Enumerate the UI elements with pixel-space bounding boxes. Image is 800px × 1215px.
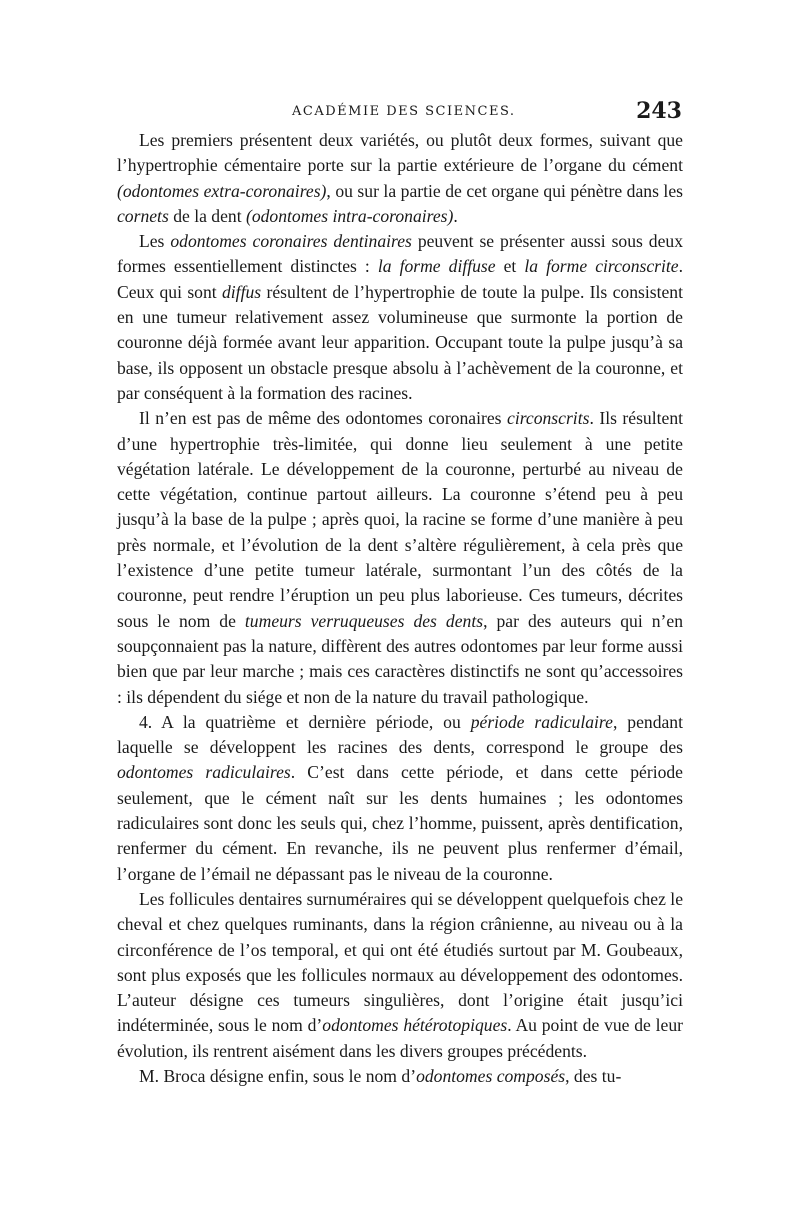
- italic-run: odontomes radiculaires: [117, 762, 291, 783]
- italic-run: odontomes hétérotopiques: [322, 1015, 508, 1036]
- italic-run: circonscrits: [507, 408, 590, 429]
- italic-run: la forme diffuse: [377, 256, 496, 277]
- paragraph: [117, 1064, 683, 1089]
- paragraph: [117, 887, 683, 1064]
- italic-run: tumeurs verruqueuses des dents: [244, 610, 484, 631]
- paragraph: [117, 710, 683, 887]
- italic-run: cornets: [117, 205, 169, 226]
- text-run: , par des auteurs qui n’en soupçonnaient pas la nature, diffèrent des autres odontomes par leur forme aussi bien que par leur marche ; mais ces caractères distinctifs ne sont qu’accessoires : ils dépendent du siége et non de la nature du travail pathologique.: [117, 610, 683, 707]
- italic-run: la forme circonscrite: [524, 256, 679, 277]
- text-run: de la dent: [168, 205, 246, 226]
- paragraph: [117, 229, 683, 406]
- paragraph: [117, 128, 683, 229]
- text-run: . Au point de vue de leur évolution, ils rentrent aisément dans les divers groupes précédents.: [117, 1015, 683, 1061]
- text-run: , des tu-: [565, 1065, 622, 1086]
- text-run: Les premiers présentent deux variétés, ou plutôt deux formes, suivant que l’hypertrophie cémentaire porte sur la partie extérieure de l’organe du cément: [117, 130, 683, 176]
- body-text: [117, 128, 683, 1089]
- text-run: 4. A la quatrième et dernière période, ou: [139, 711, 471, 732]
- italic-run: période radiculaire: [470, 711, 613, 732]
- text-run: et: [495, 256, 525, 277]
- italic-run: odontomes coronaires dentinaires: [170, 231, 412, 252]
- text-run: Les follicules dentaires surnuméraires qui se développent quelquefois chez le cheval et chez quelques ruminants, dans la région crânienne, au niveau ou à la circonférence de l’os temporal, et qui ont été étudiés surtout par M. Goubeaux, sont plus exposés que les follicules normaux au développement des odontomes. L’auteur désigne ces tumeurs singulières, dont l’origine était jusqu’ici indéterminée, sous le nom d’: [117, 888, 683, 1036]
- text-run: . C’est dans cette période, et dans cette période seulement, que le cément naît sur les dents humaines ; les odontomes radiculaires sont donc les seuls qui, chez l’homme, puissent, après dentification, renfermer du cément. En revanche, ils ne peuvent plus renfermer d’émail, l’organe de l’émail ne dépassant pas le niveau de la couronne.: [117, 762, 683, 884]
- text-run: . Ils résultent d’une hypertrophie très-limitée, qui donne lieu seulement à une petite végétation latérale. Le développement de la couronne, perturbé au niveau de cette végétation, continue partout ailleurs. La couronne s’étend peu à peu jusqu’à la base de la pulpe ; après quoi, la racine se forme d’une manière à peu près normale, et l’évolution de la dent s’altère régulièrement, à cela près que l’existence d’une petite tumeur latérale, surmontant l’un des côtés de la couronne, peut rendre l’éruption un peu plus laborieuse. Ces tumeurs, décrites sous le nom de: [117, 408, 684, 631]
- italic-run: odontomes composés: [416, 1065, 566, 1086]
- page-number: 243: [636, 98, 682, 124]
- text-run: Les: [139, 231, 171, 252]
- text-run: peuvent se présenter aussi sous deux formes essentiellement distinctes :: [117, 231, 683, 277]
- italic-run: (odontomes extra-coronaires): [117, 180, 327, 201]
- text-run: , pendant laquelle se développent les racines des dents, correspond le groupe des: [117, 711, 683, 758]
- text-run: Il n’en est pas de même des odontomes coronaires: [139, 408, 508, 429]
- italic-run: (odontomes intra-coronaires): [245, 205, 454, 226]
- text-run: M. Broca désigne enfin, sous le nom d’: [139, 1065, 417, 1086]
- paragraph: [117, 406, 683, 710]
- running-head: ACADÉMIE DES SCIENCES.: [292, 104, 516, 119]
- text-run: , ou sur la partie de cet organe qui pénètre dans les: [326, 180, 683, 201]
- page-header: [120, 98, 682, 130]
- italic-run: diffus: [222, 281, 262, 302]
- text-run: résultent de l’hypertrophie de toute la pulpe. Ils consistent en une tumeur relativement assez volumineuse que surmonte la portion de couronne déjà formée avant leur apparition. Occupant toute la pulpe jusqu’à sa base, ils opposent un obstacle presque absolu à l’achèvement de la couronne, et par conséquent à la formation des racines.: [117, 281, 683, 403]
- text-run: .: [453, 205, 458, 226]
- text-run: . Ceux qui sont: [117, 256, 683, 302]
